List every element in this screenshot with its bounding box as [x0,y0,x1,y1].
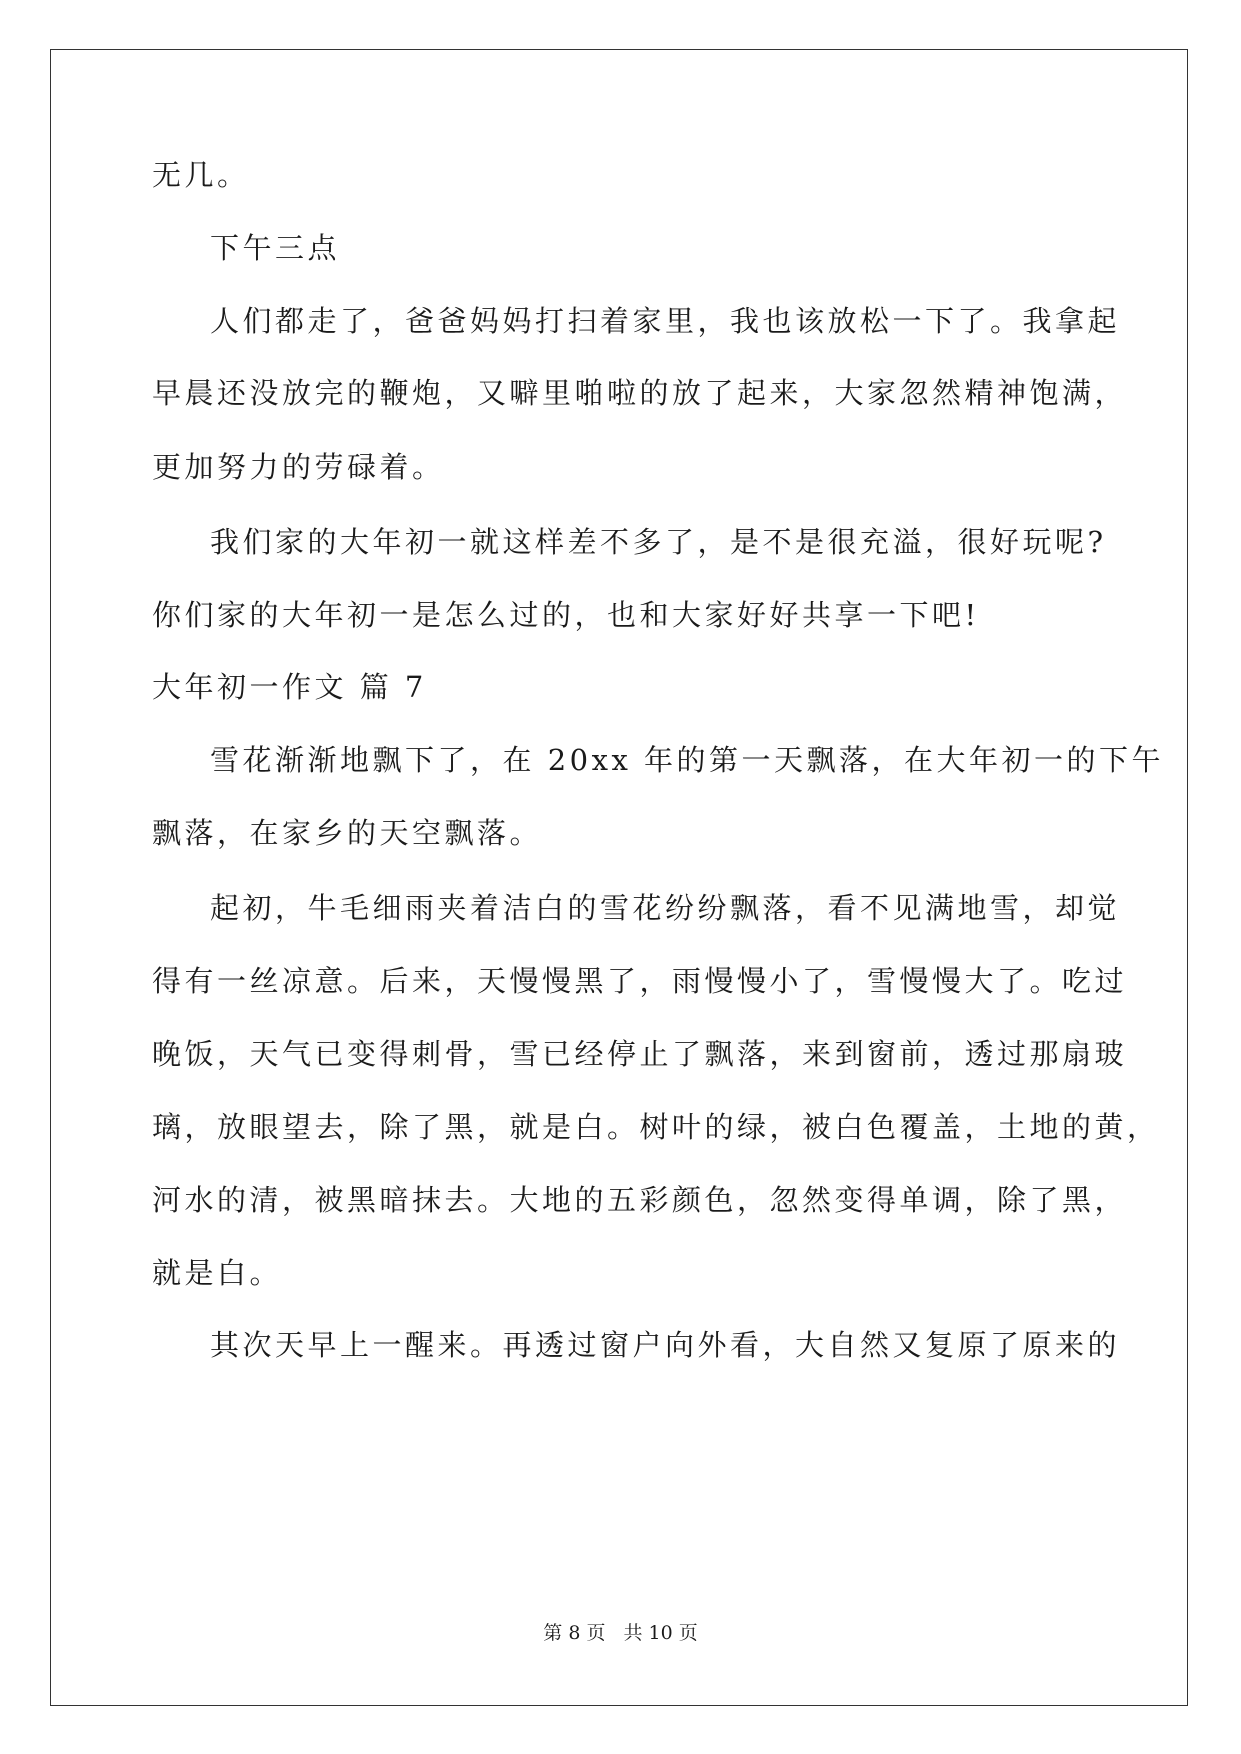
page-border [50,49,1188,1706]
text-line: 其次天早上一醒来。再透过窗户向外看，大自然又复原了原来的 [210,1328,1121,1362]
text-line: 你们家的大年初一是怎么过的，也和大家好好共享一下吧! [152,598,980,632]
text-line: 得有一丝凉意。后来，天慢慢黑了，雨慢慢小了，雪慢慢大了。吃过 [152,964,1128,998]
text-line: 早晨还没放完的鞭炮，又噼里啪啦的放了起来，大家忽然精神饱满， [152,376,1128,410]
text-line: 我们家的大年初一就这样差不多了，是不是很充溢，很好玩呢? [210,525,1107,559]
text-line: 璃，放眼望去，除了黑，就是白。树叶的绿，被白色覆盖，土地的黄， [152,1110,1160,1144]
page-total: 共 10 页 [623,1622,698,1644]
page-number: 第 8 页 [543,1622,606,1644]
text-line: 无几。 [152,158,250,192]
section-heading: 大年初一作文 篇 7 [152,670,427,704]
text-line: 就是白。 [152,1256,283,1290]
text-line: 起初，牛毛细雨夹着洁白的雪花纷纷飘落，看不见满地雪，却觉 [210,891,1121,925]
text-line: 人们都走了，爸爸妈妈打扫着家里，我也该放松一下了。我拿起 [210,304,1121,338]
text-line: 飘落，在家乡的天空飘落。 [152,816,543,850]
text-line: 更加努力的劳碌着。 [152,450,445,484]
page-footer [0,1621,1241,1645]
text-line: 河水的清，被黑暗抹去。大地的五彩颜色，忽然变得单调，除了黑， [152,1183,1128,1217]
text-line: 晚饭，天气已变得刺骨，雪已经停止了飘落，来到窗前，透过那扇玻 [152,1037,1128,1071]
text-line: 雪花渐渐地飘下了，在 20xx 年的第一天飘落，在大年初一的下午 [210,743,1165,777]
text-line: 下午三点 [210,231,341,265]
